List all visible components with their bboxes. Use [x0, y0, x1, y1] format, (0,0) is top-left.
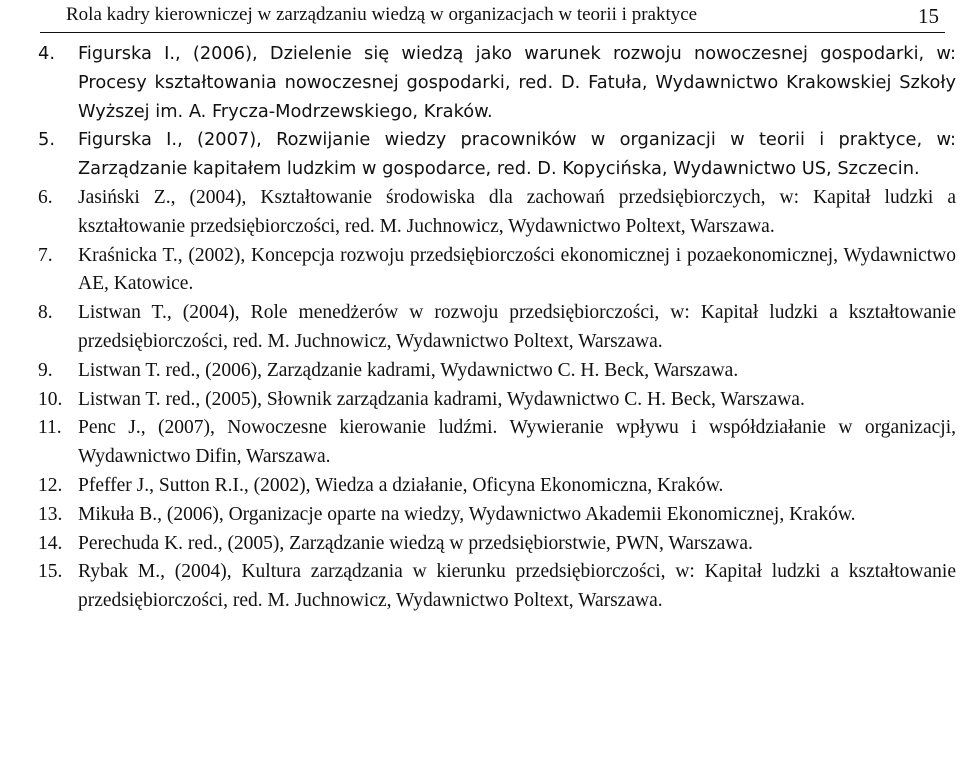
reference-item — [38, 530, 956, 559]
reference-text: Pfeffer J., Sutton R.I., (2002), Wiedza a działanie, Oficyna Ekonomiczna, Kraków. — [78, 474, 724, 496]
reference-number: 6. — [38, 186, 53, 208]
reference-number: 9. — [38, 359, 53, 381]
reference-text: Kraśnicka T., (2002), Koncepcja rozwoju przedsiębiorczości ekonomicznej i pozaekonomicznej, Wydawnictwo AE, Katowice. — [78, 244, 956, 295]
reference-item — [38, 299, 956, 357]
reference-item — [38, 386, 956, 415]
reference-text: Listwan T. red., (2005), Słownik zarządzania kadrami, Wydawnictwo C. H. Beck, Warszawa. — [78, 388, 805, 410]
reference-item — [38, 184, 956, 242]
reference-text: Listwan T. red., (2006), Zarządzanie kadrami, Wydawnictwo C. H. Beck, Warszawa. — [78, 359, 739, 381]
reference-number: 7. — [38, 244, 53, 266]
reference-item — [38, 472, 956, 501]
reference-number: 15. — [38, 561, 63, 583]
reference-text: Jasiński Z., (2004), Kształtowanie środowiska dla zachowań przedsiębiorczych, w: Kapitał ludzki a kształtowanie przedsiębiorczości, red. M. Juchnowicz, Wydawnictwo Poltext, Warszawa. — [78, 186, 956, 237]
reference-number: 10. — [38, 388, 63, 410]
reference-text: Figurska I., (2007), Rozwijanie wiedzy pracowników w organizacji w teorii i praktyce, w: Zarządzanie kapitałem ludzkim w gospodarce, red. D. Kopycińska, Wydawnictwo US, Szczecin. — [78, 129, 956, 180]
running-header — [40, 2, 945, 33]
reference-number: 11. — [38, 417, 62, 439]
reference-item — [38, 357, 956, 386]
reference-text: Figurska I., (2006), Dzielenie się wiedzą jako warunek rozwoju nowoczesnej gospodarki, w: Procesy kształtowania nowoczesnej gospodarki, red. D. Fatuła, Wydawnictwo Krakowskiej Szkoły Wyższej im. A. Frycza-Modrzewskiego, Kraków. — [78, 43, 956, 122]
reference-item — [38, 126, 956, 184]
running-header-title: Rola kadry kierowniczej w zarządzaniu wiedzą w organizacjach w teorii i praktyce — [66, 4, 698, 25]
reference-item — [38, 242, 956, 300]
reference-item — [38, 558, 956, 616]
reference-text: Penc J., (2007), Nowoczesne kierowanie ludźmi. Wywieranie wpływu i współdziałanie w organizacji, Wydawnictwo Difin, Warszawa. — [78, 417, 956, 468]
reference-item — [38, 40, 956, 126]
reference-number: 4. — [38, 43, 55, 64]
reference-number: 14. — [38, 532, 63, 554]
reference-number: 5. — [38, 129, 55, 151]
reference-list — [38, 40, 956, 616]
reference-number: 13. — [38, 503, 63, 525]
reference-number: 12. — [38, 474, 63, 496]
reference-text: Perechuda K. red., (2005), Zarządzanie wiedzą w przedsiębiorstwie, PWN, Warszawa. — [78, 532, 753, 554]
reference-number: 8. — [38, 302, 53, 324]
reference-text: Mikuła B., (2006), Organizacje oparte na wiedzy, Wydawnictwo Akademii Ekonomicznej, Kraków. — [78, 503, 856, 525]
reference-item — [38, 501, 956, 530]
page-number: 15 — [918, 4, 939, 28]
reference-text: Listwan T., (2004), Role menedżerów w rozwoju przedsiębiorczości, w: Kapitał ludzki a kształtowanie przedsiębiorczości, red. M. Juchnowicz, Wydawnictwo Poltext, Warszawa. — [78, 302, 956, 352]
reference-item — [38, 414, 956, 472]
reference-text: Rybak M., (2004), Kultura zarządzania w kierunku przedsiębiorczości, w: Kapitał ludzki a kształtowanie przedsiębiorczości, red. M. Juchnowicz, Wydawnictwo Poltext, Warszawa. — [78, 561, 956, 612]
